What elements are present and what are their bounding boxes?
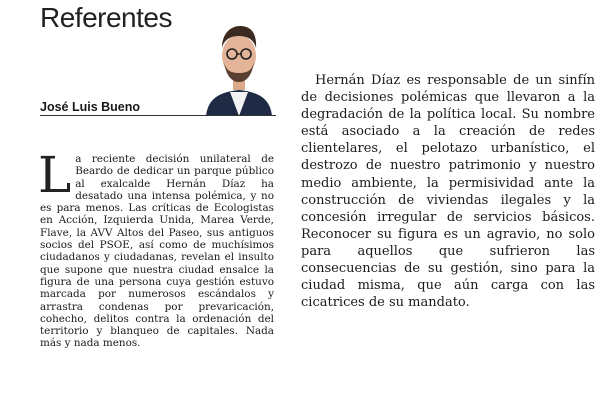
author-photo: [202, 18, 276, 116]
article-column-left: [38, 146, 274, 350]
author-name: José Luis Bueno: [40, 100, 141, 114]
section-title: Referentes: [40, 2, 172, 33]
byline-divider: [40, 115, 276, 116]
drop-cap: L: [38, 146, 72, 204]
article-column-right: [301, 72, 595, 311]
article-text-right: Hernán Díaz es responsable de un sinfín de decisiones polémicas que llevaron a la degradación de la política local. Su nombre está asociado a la creación de redes clientelares, el pelotazo urbanístico, el destrozo de nuestro patrimonio y nuestro medio ambiente, la permisividad ante la construcción de viviendas ilegales y la concesión irregular de servicios básicos. Reconocer su figura es un agravio, no solo para aquellos que sufrieron las consecuencias de su gestión, sino para la ciudad misma, que aún carga con las cicatrices de su mandato.: [301, 73, 595, 311]
article-text-left: a reciente decisión unilateral de Beardo de dedicar un parque público al exalcalde Hernán Díaz ha desatado una intensa polémica, y no es para menos. Las críticas de Ecologistas en Acción, Izquierda Unida, Marea Verde, Flave, la AVV Altos del Paseo, sus antiguos socios del PSOE, así como de muchísimos ciudadanos y ciudadanas, revelan el insulto que supone que nuestra ciudad ensalce la figura de una persona cuya gestión estuvo marcada por numerosos escándalos y arrastra condenas por prevaricación, cohecho, delitos contra la ordenación del territorio y blanqueo de capitales. Nada más y nada menos.: [40, 153, 274, 350]
